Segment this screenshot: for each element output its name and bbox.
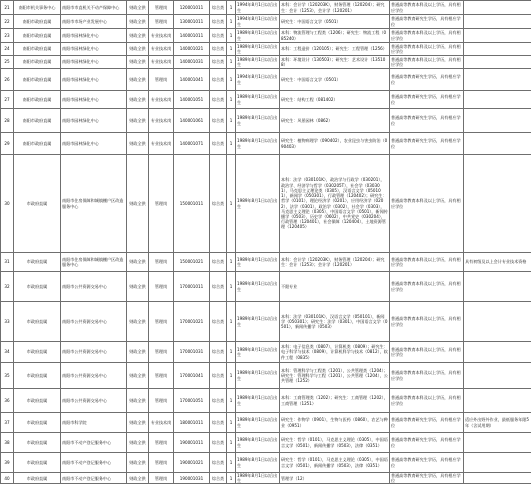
cell-major: 研究生：结构工程（081402）	[280, 91, 390, 109]
table-row	[1, 253, 531, 272]
cell-fund: 财政全供	[127, 15, 149, 29]
cell-no: 40	[1, 473, 14, 484]
cell-code: 140001051	[174, 91, 210, 109]
cell-other	[464, 155, 531, 253]
cell-cat: 南阳市政府直属	[14, 56, 61, 69]
cell-fund: 财政全供	[127, 413, 149, 433]
cell-num: 1	[227, 1, 236, 15]
cell-other	[464, 1, 531, 15]
cell-code: 140001021	[174, 43, 210, 56]
table-row	[1, 433, 531, 453]
cell-edu: 普通高等教育研究生学历，具有相应学位	[390, 69, 464, 91]
cell-edu: 普通高等教育本科及以上学历，具有相应学位	[390, 389, 464, 413]
cell-pos: 专业技术岗	[149, 56, 174, 69]
cell-no: 23	[1, 29, 14, 43]
cell-edu: 普通高等教育本科及以上学历，具有相应学位	[390, 342, 464, 363]
table-row	[1, 69, 531, 91]
cell-pos: 管理岗	[149, 433, 174, 453]
table-row	[1, 109, 531, 133]
cell-code: 120001011	[174, 1, 210, 15]
cell-other	[464, 272, 531, 302]
cell-cat: 南阳市政府直属	[14, 43, 61, 56]
table-body	[1, 1, 531, 484]
cell-other	[464, 302, 531, 342]
cell-cond: 1994年8月1日以后出生	[236, 1, 280, 15]
cell-cond: 1989年8月1日以后出生	[236, 91, 280, 109]
cell-dept: 南阳市公共资源交易中心	[61, 389, 127, 413]
table-row	[1, 302, 531, 342]
cell-code: 150001011	[174, 155, 210, 253]
cell-other	[464, 473, 531, 484]
cell-fund: 财政全供	[127, 1, 149, 15]
table-row	[1, 342, 531, 363]
cell-major: 不限专业	[280, 272, 390, 302]
cell-num: 1	[227, 56, 236, 69]
cell-num: 1	[227, 272, 236, 302]
cell-no: 33	[1, 302, 14, 342]
cell-code: 140001071	[174, 133, 210, 155]
cell-cond: 1989年8月1日以后出生	[236, 453, 280, 473]
cell-other	[464, 433, 531, 453]
cell-code: 170001051	[174, 389, 210, 413]
cell-no: 32	[1, 272, 14, 302]
cell-other	[464, 15, 531, 29]
cell-code: 140001061	[174, 109, 210, 133]
cell-num: 1	[227, 389, 236, 413]
cell-other	[464, 69, 531, 91]
cell-pos: 管理岗	[149, 69, 174, 91]
cell-other	[464, 91, 531, 109]
cell-edu: 普通高等教育本科及以上学历，具有相应学位	[390, 43, 464, 56]
cell-dept: 南阳市园林绿化中心	[61, 69, 127, 91]
cell-major: 本科：会计学（120203K），财务管理（120204）；研究生：会计（1253），会计学（120201）	[280, 1, 390, 15]
cell-fund: 财政全供	[127, 155, 149, 253]
cell-dept: 南阳市住房保障和城镇棚户区改造服务中心	[61, 155, 127, 253]
cell-num: 1	[227, 302, 236, 342]
cell-fund: 财政全供	[127, 43, 149, 56]
cell-edu: 普通高等教育本科及以上学历，具有相应学位	[390, 56, 464, 69]
cell-edu: 普通高等教育本科及以上学历，具有相应学位	[390, 1, 464, 15]
cell-kind: 综合类	[210, 413, 227, 433]
cell-fund: 财政全供	[127, 56, 149, 69]
cell-major: 研究生：作物学（0901），生物与医药（0860），农艺与种业（0951）	[280, 413, 390, 433]
cell-fund: 财政全供	[127, 91, 149, 109]
cell-major: 研究生：哲学（0101），马克思主义理论（0305），中国语言文学（0501），新闻传播学（0503），法律（0351）	[280, 453, 390, 473]
cell-cat: 南阳市政府直属	[14, 133, 61, 155]
cell-cat: 市政府直属	[14, 453, 61, 473]
cell-major: 本科：环境设计（130503）；研究生：艺术设计（135108）	[280, 56, 390, 69]
table-row	[1, 155, 531, 253]
table-row	[1, 363, 531, 389]
cell-kind: 综合类	[210, 342, 227, 363]
cell-other: 适应外出野外作业，最低服务年限5年（含试用期）	[464, 413, 531, 433]
cell-pos: 专业技术岗	[149, 43, 174, 56]
cell-no: 28	[1, 109, 14, 133]
cell-edu: 普通高等教育研究生学历，具有相应学位	[390, 433, 464, 453]
cell-major: 本科：电子信息类（0807），计算机类（0809）；研究生：电子科学与技术（0809），计算机科学与技术（0812），软件工程（0835）	[280, 342, 390, 363]
cell-pos: 管理岗	[149, 302, 174, 342]
table-row	[1, 389, 531, 413]
cell-other: 具有初级及以上会计专业技术资格	[464, 253, 531, 272]
cell-other	[464, 342, 531, 363]
cell-edu: 普通高等教育本科及以上学历，具有相应学位	[390, 29, 464, 43]
cell-num: 1	[227, 253, 236, 272]
cell-fund: 财政全供	[127, 133, 149, 155]
cell-cat: 南阳市机关事务中心	[14, 1, 61, 15]
cell-code: 150001021	[174, 253, 210, 272]
cell-no: 25	[1, 56, 14, 69]
cell-pos: 专业技术岗	[149, 413, 174, 433]
cell-dept: 南阳市园林绿化中心	[61, 43, 127, 56]
cell-other	[464, 363, 531, 389]
cell-edu: 普通高等教育研究生学历，具有相应学位	[390, 473, 464, 484]
cell-edu: 普通高等教育研究生学历，具有相应学位	[390, 109, 464, 133]
cell-pos: 专业技术岗	[149, 109, 174, 133]
cell-major: 本科：工商管理类（1202）；研究生：工商管理（1202），工商管理（1251）	[280, 389, 390, 413]
cell-dept: 南阳市园林绿化中心	[61, 109, 127, 133]
cell-edu: 普通高等教育本科及以上学历，具有相应学位	[390, 155, 464, 253]
cell-other	[464, 389, 531, 413]
cell-other	[464, 56, 531, 69]
cell-edu: 普通高等教育研究生学历，具有相应学位	[390, 91, 464, 109]
table-row	[1, 272, 531, 302]
cell-other	[464, 453, 531, 473]
cell-dept: 南阳市园林绿化中心	[61, 56, 127, 69]
cell-fund: 财政全供	[127, 433, 149, 453]
cell-code: 140001011	[174, 29, 210, 43]
cell-no: 30	[1, 155, 14, 253]
cell-kind: 综合类	[210, 302, 227, 342]
cell-code: 140001041	[174, 69, 210, 91]
cell-edu: 普通高等教育研究生学历，具有相应学位	[390, 453, 464, 473]
cell-cat: 市政府直属	[14, 413, 61, 433]
cell-dept: 南阳市公共资源交易中心	[61, 342, 127, 363]
cell-cat: 市政府直属	[14, 363, 61, 389]
cell-cond: 1989年8月1日以后出生	[236, 56, 280, 69]
table-row	[1, 15, 531, 29]
table-row	[1, 413, 531, 433]
cell-fund: 财政全供	[127, 473, 149, 484]
cell-major: 管理学（12）	[280, 473, 390, 484]
cell-major: 本科：物流管理与工程类（1206）；研究生：物流工程（085240）	[280, 29, 390, 43]
cell-cond: 1989年8月1日以后出生	[236, 389, 280, 413]
cell-cat: 市政府直属	[14, 302, 61, 342]
cell-cond: 1989年8月1日以后出生	[236, 433, 280, 453]
cell-cat: 市政府直属	[14, 253, 61, 272]
cell-pos: 专业技术岗	[149, 133, 174, 155]
cell-num: 1	[227, 413, 236, 433]
cell-pos: 管理岗	[149, 342, 174, 363]
cell-code: 170001031	[174, 342, 210, 363]
cell-major: 本科：法学（030101K），汉语言文学（050101），新闻学（050301）；研究生：法学（0301），中国语言文学（0501），新闻传播学（0503）	[280, 302, 390, 342]
cell-major: 本科：管理科学与工程类（1201），公共管理类（1204）；研究生：管理科学与工程（1201），公共管理（1204），公共管理（1252）	[280, 363, 390, 389]
cell-pos: 管理岗	[149, 155, 174, 253]
cell-code: 140001031	[174, 56, 210, 69]
cell-pos: 专业技术岗	[149, 29, 174, 43]
cell-fund: 财政全供	[127, 29, 149, 43]
cell-no: 24	[1, 43, 14, 56]
cell-kind: 综合类	[210, 155, 227, 253]
cell-no: 27	[1, 91, 14, 109]
cell-kind: 综合类	[210, 91, 227, 109]
cell-cat: 市政府直属	[14, 473, 61, 484]
cell-cond: 1989年8月1日以后出生	[236, 272, 280, 302]
cell-cat: 市政府直属	[14, 155, 61, 253]
cell-no: 36	[1, 389, 14, 413]
cell-pos: 专业技术岗	[149, 91, 174, 109]
cell-fund: 财政全供	[127, 453, 149, 473]
cell-dept: 南阳市不动产登记服务中心	[61, 473, 127, 484]
cell-cond: 1994年8月1日以后出生	[236, 15, 280, 29]
cell-edu: 普通高等教育研究生学历，具有相应学位	[390, 133, 464, 155]
cell-cond: 1989年8月1日以后出生	[236, 473, 280, 484]
cell-no: 31	[1, 253, 14, 272]
cell-dept: 南阳市科学院	[61, 413, 127, 433]
cell-kind: 综合类	[210, 389, 227, 413]
cell-cat: 市政府直属	[14, 272, 61, 302]
cell-dept: 南阳市公共资源交易中心	[61, 272, 127, 302]
cell-pos: 管理岗	[149, 272, 174, 302]
table-row	[1, 91, 531, 109]
cell-pos: 管理岗	[149, 389, 174, 413]
cell-code: 170001011	[174, 272, 210, 302]
cell-dept: 南阳市住房保障和城镇棚户区改造服务中心	[61, 253, 127, 272]
table-row	[1, 133, 531, 155]
cell-major: 本科：会计学（120203K），财务管理（120204）；研究生：会计（1253）；会计学（120201）	[280, 253, 390, 272]
cell-edu: 普通高等教育本科及以上学历，具有相应学位	[390, 302, 464, 342]
table-row	[1, 453, 531, 473]
cell-no: 21	[1, 1, 14, 15]
cell-num: 1	[227, 29, 236, 43]
cell-code: 170001021	[174, 302, 210, 342]
table-row	[1, 1, 531, 15]
cell-dept: 南阳市不动产登记服务中心	[61, 453, 127, 473]
cell-kind: 综合类	[210, 433, 227, 453]
cell-cond: 1989年8月1日以后出生	[236, 342, 280, 363]
cell-fund: 财政全供	[127, 253, 149, 272]
cell-cond: 1989年8月1日以后出生	[236, 29, 280, 43]
table-row	[1, 29, 531, 43]
cell-num: 1	[227, 155, 236, 253]
cell-kind: 综合类	[210, 133, 227, 155]
table-row	[1, 56, 531, 69]
cell-dept: 南阳市市直机关不动产保障中心	[61, 1, 127, 15]
cell-pos: 管理岗	[149, 15, 174, 29]
cell-num: 1	[227, 453, 236, 473]
cell-code: 130001011	[174, 15, 210, 29]
cell-num: 1	[227, 91, 236, 109]
cell-cond: 1989年8月1日以后出生	[236, 363, 280, 389]
cell-no: 38	[1, 433, 14, 453]
cell-code: 170001041	[174, 363, 210, 389]
cell-num: 1	[227, 15, 236, 29]
cell-num: 1	[227, 133, 236, 155]
cell-kind: 综合类	[210, 1, 227, 15]
cell-num: 1	[227, 109, 236, 133]
cell-dept: 南阳市公共资源交易中心	[61, 302, 127, 342]
cell-edu: 普通高等教育本科及以上学历，具有相应学位	[390, 363, 464, 389]
cell-code: 190001031	[174, 473, 210, 484]
cell-num: 1	[227, 433, 236, 453]
cell-dept: 南阳市园林绿化中心	[61, 91, 127, 109]
cell-no: 37	[1, 413, 14, 433]
cell-cat: 南阳市政府直属	[14, 109, 61, 133]
cell-cat: 南阳市政府直属	[14, 69, 61, 91]
cell-cat: 南阳市政府直属	[14, 91, 61, 109]
cell-kind: 综合类	[210, 363, 227, 389]
cell-kind: 综合类	[210, 272, 227, 302]
cell-cat: 南阳市政府直属	[14, 29, 61, 43]
cell-num: 1	[227, 43, 236, 56]
cell-cond: 1994年8月1日以后出生	[236, 69, 280, 91]
cell-edu: 普通高等教育本科及以上学历，具有相应学位	[390, 272, 464, 302]
cell-major: 研究生：中国语言文学（0501）	[280, 15, 390, 29]
cell-cond: 1989年8月1日以后出生	[236, 302, 280, 342]
table-row	[1, 473, 531, 484]
cell-major: 本科：法学（030101K），政治学与行政学（030201），政治学、经济学与哲学（030205T），社会学（030301），马克思主义理论类（0305），汉语言文学（050101），新闻学（050301），行政管理（120402）；研究生：哲学（0101），理论经济学（0201），应用经济学（0202），法学（0301），政治学（0302），社会学（0303），马克思主义理论（0305），中国语言文学（0501），新闻传播学（0503），历史学（0602），中共党史（030204），行政管理（120401），社会保障（120404），土地资源管理（120405）	[280, 155, 390, 253]
cell-fund: 财政全供	[127, 109, 149, 133]
cell-major: 研究生：风景园林（0862）	[280, 109, 390, 133]
cell-fund: 财政全供	[127, 363, 149, 389]
cell-cat: 市政府直属	[14, 433, 61, 453]
cell-dept: 南阳市园林绿化中心	[61, 133, 127, 155]
cell-major: 本科：工程造价（120105）；研究生：工程管理（1256）	[280, 43, 390, 56]
cell-cond: 1989年8月1日以后出生	[236, 155, 280, 253]
cell-no: 26	[1, 69, 14, 91]
cell-other	[464, 109, 531, 133]
cell-num: 1	[227, 473, 236, 484]
cell-dept: 南阳市园林绿化中心	[61, 29, 127, 43]
cell-no: 29	[1, 133, 14, 155]
cell-cond: 1989年8月1日以后出生	[236, 253, 280, 272]
cell-fund: 财政全供	[127, 389, 149, 413]
cell-pos: 管理岗	[149, 1, 174, 15]
cell-no: 34	[1, 342, 14, 363]
cell-pos: 管理岗	[149, 453, 174, 473]
cell-kind: 综合类	[210, 453, 227, 473]
cell-code: 190001021	[174, 453, 210, 473]
cell-num: 1	[227, 363, 236, 389]
cell-major: 研究生：植物病理学（090402），农业昆虫与害虫防治（090403）	[280, 133, 390, 155]
cell-kind: 综合类	[210, 253, 227, 272]
cell-fund: 财政全供	[127, 69, 149, 91]
cell-kind: 综合类	[210, 69, 227, 91]
cell-cond: 1989年8月1日以后出生	[236, 413, 280, 433]
cell-kind: 综合类	[210, 43, 227, 56]
cell-cond: 1989年8月1日以后出生	[236, 109, 280, 133]
cell-edu: 普通高等教育本科及以上学历，具有相应学位	[390, 253, 464, 272]
cell-other	[464, 133, 531, 155]
cell-kind: 综合类	[210, 473, 227, 484]
cell-other	[464, 43, 531, 56]
cell-kind: 综合类	[210, 56, 227, 69]
table-row	[1, 43, 531, 56]
cell-major: 研究生：中国语言文学（0501）	[280, 69, 390, 91]
cell-fund: 财政全供	[127, 302, 149, 342]
cell-fund: 财政全供	[127, 342, 149, 363]
cell-kind: 综合类	[210, 29, 227, 43]
cell-code: 190001011	[174, 433, 210, 453]
cell-fund: 财政全供	[127, 272, 149, 302]
cell-pos: 管理岗	[149, 473, 174, 484]
cell-cond: 1989年8月1日以后出生	[236, 43, 280, 56]
cell-pos: 管理岗	[149, 253, 174, 272]
cell-pos: 管理岗	[149, 363, 174, 389]
cell-edu: 普通高等教育研究生学历，具有相应学位	[390, 413, 464, 433]
cell-edu: 普通高等教育研究生学历，具有相应学位	[390, 15, 464, 29]
cell-cond: 1989年8月1日以后出生	[236, 133, 280, 155]
cell-dept: 南阳市市场产业发展中心	[61, 15, 127, 29]
cell-cat: 南阳市政府直属	[14, 15, 61, 29]
cell-no: 35	[1, 363, 14, 389]
cell-no: 39	[1, 453, 14, 473]
cell-other	[464, 29, 531, 43]
cell-code: 180001011	[174, 413, 210, 433]
cell-kind: 综合类	[210, 15, 227, 29]
cell-no: 22	[1, 15, 14, 29]
cell-num: 1	[227, 69, 236, 91]
cell-dept: 南阳市公共资源交易中心	[61, 363, 127, 389]
cell-kind: 综合类	[210, 109, 227, 133]
cell-num: 1	[227, 342, 236, 363]
cell-dept: 南阳市不动产登记服务中心	[61, 433, 127, 453]
cell-cat: 市政府直属	[14, 389, 61, 413]
cell-cat: 市政府直属	[14, 342, 61, 363]
cell-major: 研究生：哲学（0101），马克思主义理论（0305），中国语言文学（0501），新闻传播学（0503），法律（0351）	[280, 433, 390, 453]
